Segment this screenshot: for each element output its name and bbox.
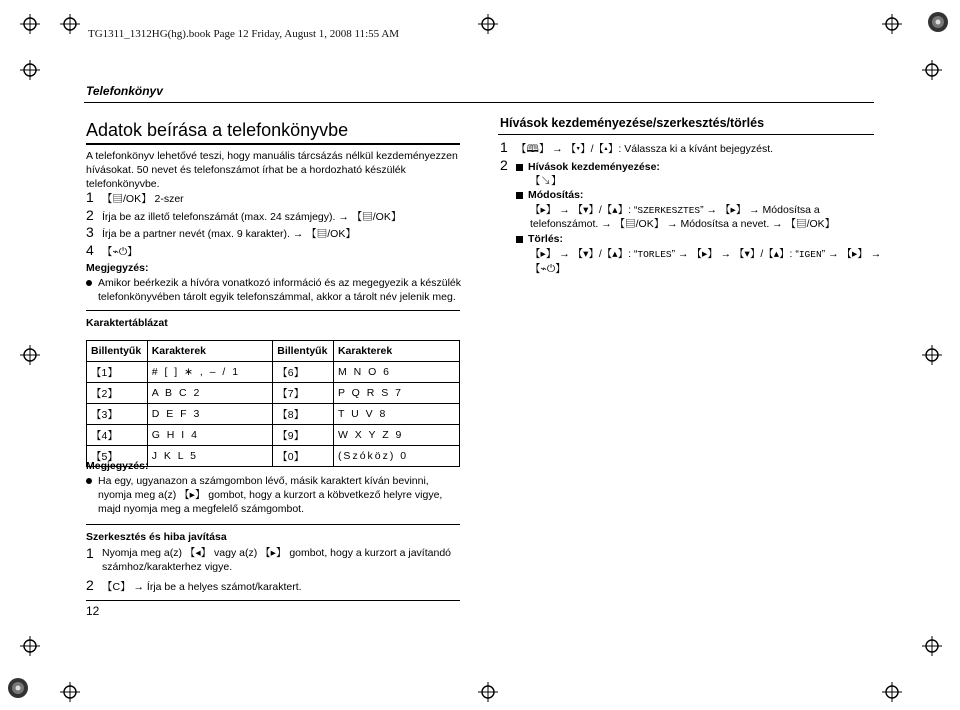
table-cell: T U V 8: [333, 404, 459, 425]
step-number: 2: [86, 577, 94, 593]
heading-rule: [498, 134, 874, 135]
table-cell: 【9】: [273, 425, 334, 446]
call-key: 【↘】: [530, 175, 562, 187]
table-cell: 【3】: [87, 404, 148, 425]
gear-mark-icon: [926, 10, 950, 34]
step-text: 【⌁⏻】: [102, 246, 138, 258]
table-title: Karaktertáblázat: [86, 317, 168, 329]
step-number: 3: [86, 224, 94, 240]
display-text: SZERKESZTES: [637, 205, 701, 216]
step-number: 1: [86, 189, 94, 205]
delete-title-row: [516, 232, 563, 246]
square-bullet-icon: [516, 192, 523, 199]
step-number: 2: [86, 207, 94, 223]
step-number: 2: [500, 157, 508, 173]
modify-title: Módosítás:: [528, 189, 584, 201]
page-number: 12: [86, 604, 100, 618]
table-cell: 【2】: [87, 383, 148, 404]
modify-text: 【▸】 → 【▾】/【▴】: “: [530, 204, 638, 216]
note-item: [86, 276, 462, 304]
table-row: [87, 383, 460, 404]
character-table: [86, 340, 460, 467]
registration-mark-icon: [60, 682, 80, 702]
table-row: [87, 362, 460, 383]
registration-mark-icon: [478, 14, 498, 34]
table-cell: 【5】: [87, 446, 148, 467]
header-rule: [84, 102, 874, 103]
section-rule: [86, 310, 460, 311]
section-heading: Adatok beírása a telefonkönyvbe: [86, 120, 349, 140]
table-cell: J K L 5: [147, 446, 273, 467]
delete-text: ” → 【▸】 → 【▾】/【▴】: “: [671, 248, 799, 260]
table-row: [87, 425, 460, 446]
delete-title: Törlés:: [528, 233, 564, 245]
table-cell: 【0】: [273, 446, 334, 467]
step-number: 4: [86, 242, 94, 258]
step-text: Írja be az illető telefonszámát (max. 24 számjegy). → 【▤/OK】: [102, 211, 402, 223]
modify-text: ” → 【▸】 → Módosítsa a: [700, 204, 820, 216]
intro-text: A telefonkönyv lehetővé teszi, hogy manuális tárcsázás nélkül kezdeményezzen hívásokat. 50 nevet és telefonszámot írhat be a hordozható készülék telefonkönyvbe.: [86, 150, 458, 190]
step-3: [86, 225, 356, 241]
file-header: TG1311_1312HG(hg).book Page 12 Friday, August 1, 2008 11:55 AM: [88, 28, 400, 40]
right-heading: Hívások kezdeményezése/szerkesztés/törlés: [500, 116, 765, 130]
step-text: 【🕮】 → 【▾】/【▴】: Válassza ki a kívánt bejegyzést.: [516, 143, 774, 155]
delete-line-1: [530, 247, 881, 262]
step-number: 1: [500, 139, 508, 155]
step-title: Hívások kezdeményezése:: [528, 161, 660, 173]
table-cell: M N O 6: [333, 362, 459, 383]
registration-mark-icon: [20, 14, 40, 34]
square-bullet-icon: [516, 164, 523, 171]
table-cell: G H I 4: [147, 425, 273, 446]
running-title: Telefonkönyv: [86, 84, 163, 98]
table-cell: 【6】: [273, 362, 334, 383]
footer-rule: [86, 600, 460, 601]
modify-line-2: telefonszámot. → 【▤/OK】 → Módosítsa a nevet. → 【▤/OK】: [530, 218, 836, 230]
right-step-1: [500, 140, 773, 156]
note2-label: Megjegyzés:: [86, 460, 149, 472]
table-cell: A B C 2: [147, 383, 273, 404]
registration-mark-icon: [20, 345, 40, 365]
registration-mark-icon: [60, 14, 80, 34]
registration-mark-icon: [882, 682, 902, 702]
step-4: [86, 243, 138, 259]
delete-text: ” → 【▸】 →: [821, 248, 882, 260]
gear-mark-icon: [6, 676, 30, 700]
table-cell: (Szóköz) 0: [333, 446, 459, 467]
modify-title-row: [516, 188, 583, 202]
edit-title: Szerkesztés és hiba javítása: [86, 531, 227, 543]
note2-item: [86, 474, 462, 516]
table-header-cell: Billentyűk: [273, 341, 334, 362]
table-cell: 【4】: [87, 425, 148, 446]
step-text: Írja be a partner nevét (max. 9 karakter). → 【▤/OK】: [102, 228, 356, 240]
step-1: [86, 190, 184, 206]
bullet-icon: [86, 478, 92, 484]
edit-step-2: [86, 578, 302, 594]
delete-line-2: 【⌁⏻】: [530, 263, 566, 275]
square-bullet-icon: [516, 236, 523, 243]
note2-text: Ha egy, ugyanazon a számgombon lévő, másik karaktert kíván bevinni, nyomja meg a(z) 【▸】 gombot, hogy a kurzort a köbvetkező helyre vigye, majd nyomja meg a megfelelő számgombot.: [98, 475, 443, 515]
step-text: Nyomja meg a(z) 【◂】 vagy a(z) 【▸】 gombot, hogy a kurzort a javítandó számhoz/karakterhez vigye.: [102, 547, 452, 573]
registration-mark-icon: [922, 636, 942, 656]
bullet-icon: [86, 280, 92, 286]
table-header-cell: Karakterek: [147, 341, 273, 362]
registration-mark-icon: [20, 60, 40, 80]
edit-step-1: [86, 546, 462, 574]
display-text: IGEN: [798, 249, 822, 260]
registration-mark-icon: [922, 60, 942, 80]
note-text: Amikor beérkezik a hívóra vonatkozó információ és az megegyezik a készülék telefonkönyvében tárolt egyik telefonszámmal, akkor a tárolt név jelenik meg.: [98, 277, 461, 303]
step-text: 【C】 → Írja be a helyes számot/karaktert.: [102, 581, 302, 593]
step-number: 1: [86, 545, 94, 561]
table-cell: 【8】: [273, 404, 334, 425]
table-cell: 【1】: [87, 362, 148, 383]
step-2: [86, 208, 401, 224]
registration-mark-icon: [922, 345, 942, 365]
modify-line-1: [530, 203, 820, 218]
registration-mark-icon: [882, 14, 902, 34]
table-header-row: [87, 341, 460, 362]
table-cell: W X Y Z 9: [333, 425, 459, 446]
delete-text: 【▸】 → 【▾】/【▴】: “: [530, 248, 638, 260]
table-header-cell: Billentyűk: [87, 341, 148, 362]
section-rule: [86, 524, 460, 525]
step-text: 【▤/OK】 2-szer: [102, 193, 184, 205]
table-header-cell: Karakterek: [333, 341, 459, 362]
table-cell: D E F 3: [147, 404, 273, 425]
table-cell: 【7】: [273, 383, 334, 404]
table-row: [87, 404, 460, 425]
display-text: TORLES: [637, 249, 672, 260]
note-label: Megjegyzés:: [86, 262, 149, 274]
table-cell: P Q R S 7: [333, 383, 459, 404]
right-step-2: [500, 158, 660, 174]
registration-mark-icon: [20, 636, 40, 656]
heading-rule: [86, 143, 460, 145]
registration-mark-icon: [478, 682, 498, 702]
table-cell: # [ ] ∗ , – / 1: [147, 362, 273, 383]
